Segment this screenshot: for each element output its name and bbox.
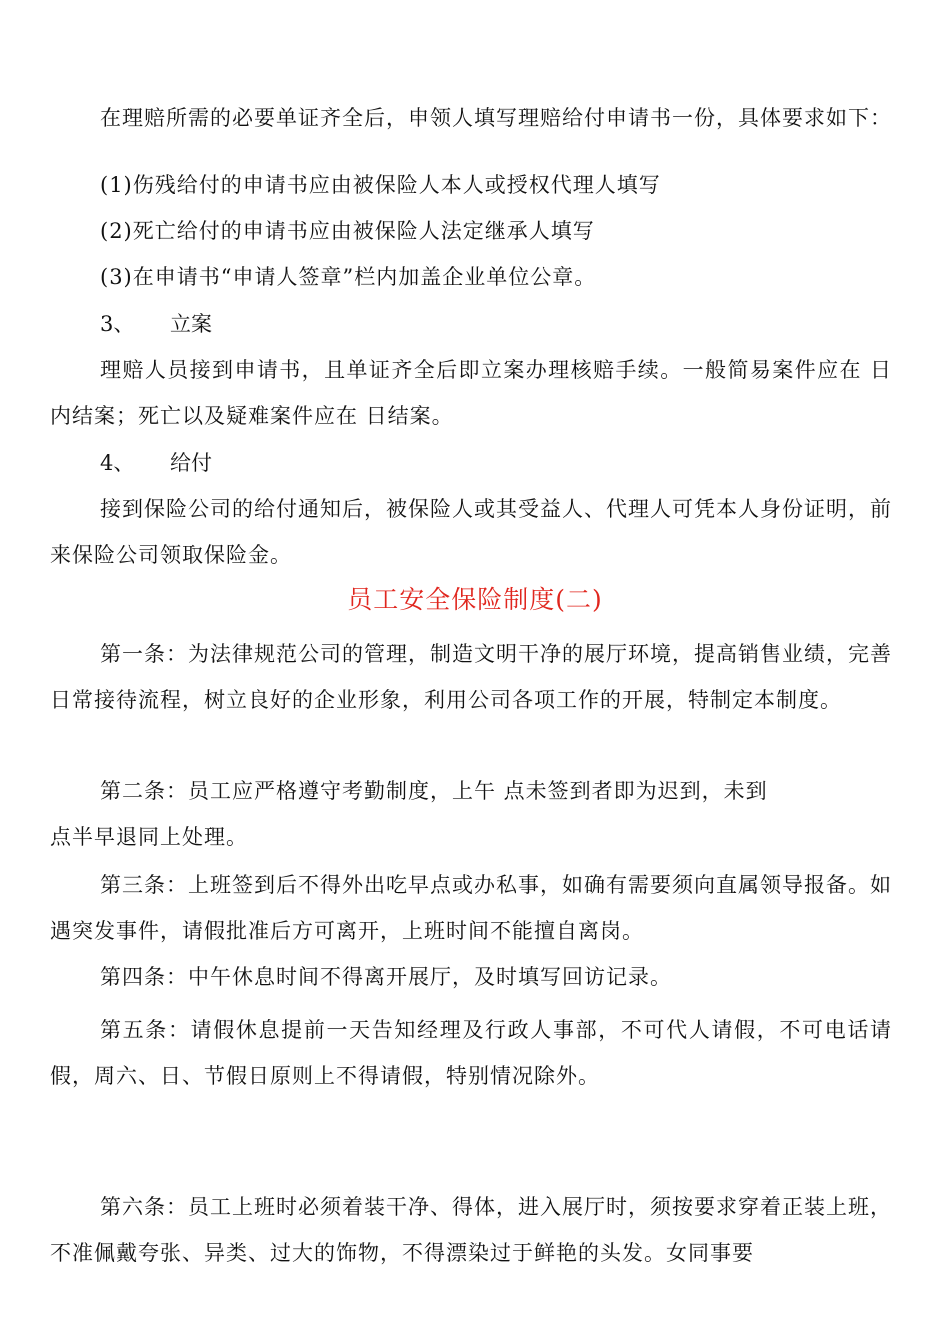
article-2-line-2: 点半早退同上处理。 [50,825,248,849]
step-4-number: 4、 [100,451,135,475]
article-5: 第五条：请假休息提前一天告知经理及行政人事部，不可代人请假，不可电话请假，周六、日、节假日原则上不得请假，特别情况除外。 [50,1018,892,1088]
article-4: 第四条：中午休息时间不得离开展厅，及时填写回访记录。 [100,965,672,989]
article-3: 第三条：上班签到后不得外出吃早点或办私事，如确有需要须向直属领导报备。如遇突发事件，请假批准后方可离开，上班时间不能擅自离岗。 [50,873,892,943]
step-4-text: 接到保险公司的给付通知后，被保险人或其受益人、代理人可凭本人身份证明，前来保险公司领取保险金。 [50,497,892,567]
requirement-item-1: (1)伤残给付的申请书应由被保险人本人或授权代理人填写 [100,173,661,197]
step-3-heading [100,309,212,339]
article-1: 第一条：为法律规范公司的管理，制造文明干净的展厅环境，提高销售业绩，完善日常接待流程，树立良好的企业形象，利用公司各项工作的开展，特制定本制度。 [50,642,892,712]
requirement-item-3: (3)在申请书“申请人签章”栏内加盖企业单位公章。 [100,265,597,289]
step-4-label: 给付 [170,451,212,475]
step-3-label: 立案 [170,312,212,336]
requirement-item-2: (2)死亡给付的申请书应由被保险人法定继承人填写 [100,219,595,243]
step-3-text: 理赔人员接到申请书，且单证齐全后即立案办理核赔手续。一般简易案件应在 日内结案；死亡以及疑难案件应在 日结案。 [50,358,892,428]
step-3-number: 3、 [100,312,135,336]
intro-paragraph: 在理赔所需的必要单证齐全后，申领人填写理赔给付申请书一份，具体要求如下： [100,106,892,130]
article-6: 第六条：员工上班时必须着装干净、得体，进入展厅时，须按要求穿着正装上班，不准佩戴夸张、异类、过大的饰物，不得漂染过于鲜艳的头发。女同事要 [50,1195,892,1265]
article-2-line-1: 第二条：员工应严格遵守考勤制度，上午 点未签到者即为迟到，未到 [100,779,768,803]
step-4-heading [100,448,212,478]
section-title: 员工安全保险制度(二) [347,585,603,614]
